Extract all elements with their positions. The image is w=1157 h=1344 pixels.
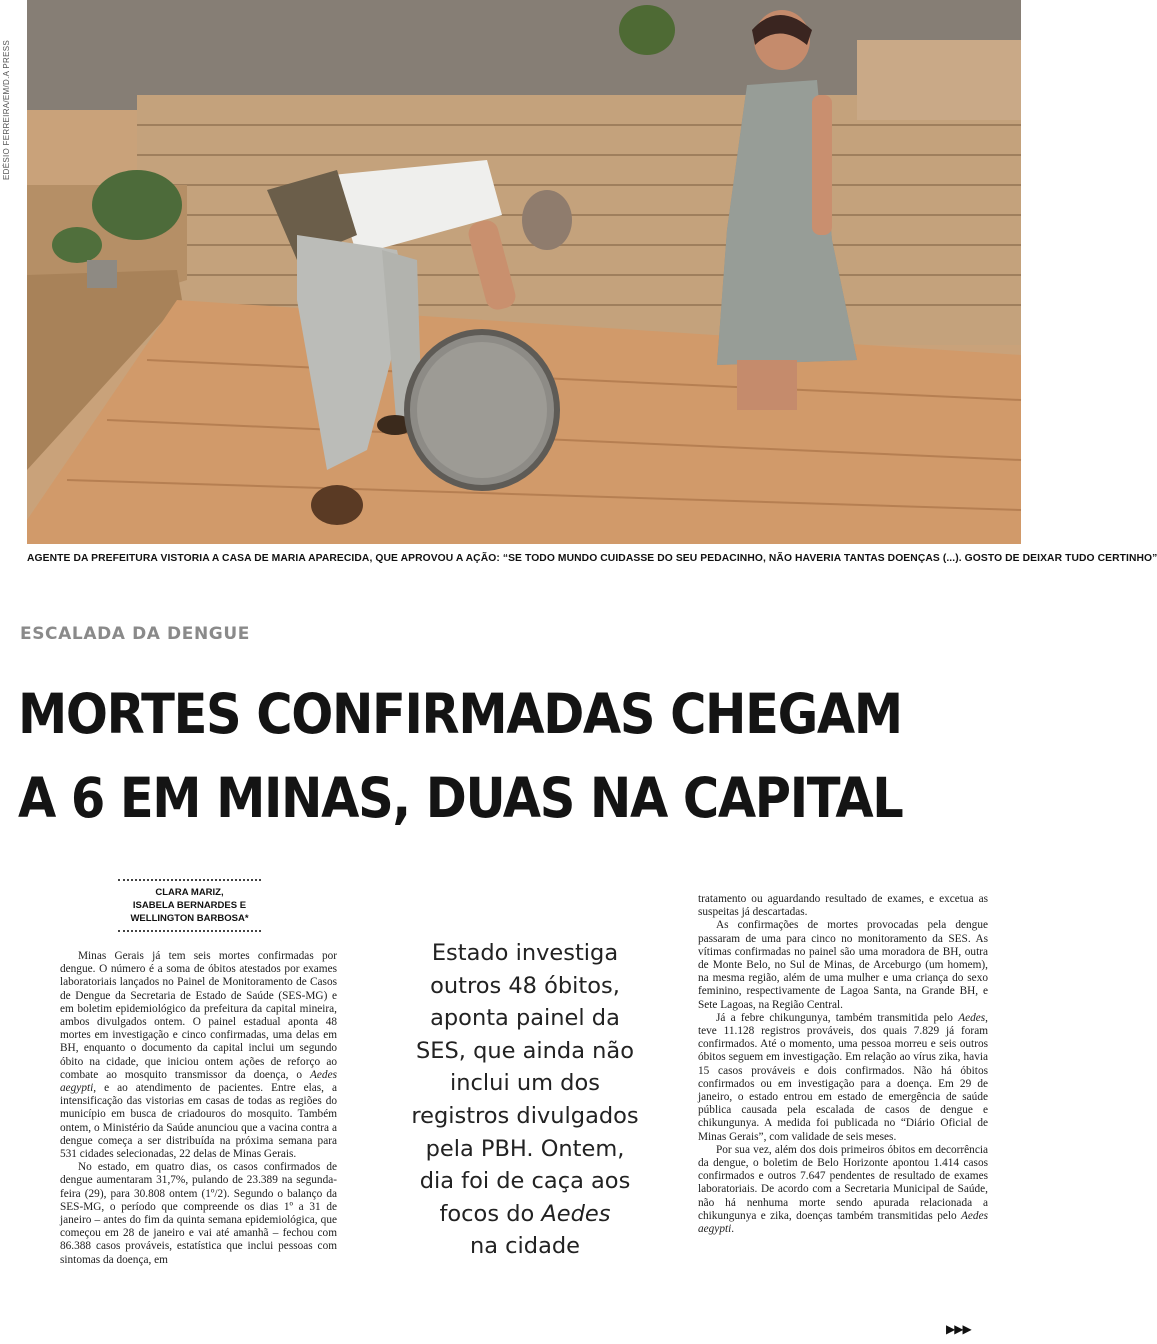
byline-author-2: ISABELA BERNARDES E xyxy=(132,900,247,911)
pull-quote-line: outros 48 óbitos, xyxy=(430,972,620,999)
paragraph: Minas Gerais já tem seis mortes confirmadas por dengue. O número é a soma de óbitos atestados por exames laboratoriais lançados no Painel de Monitoramento de Casos de Dengue da Secretaria de Estado de Saúde (SES-MG) e em boletim epidemiológico da prefeitura da capital mineira, ambos divulgados ontem. O painel estadual aponta 48 mortes em investigação e cinco confirmadas, uma delas em BH, enquanto o documento da capital inclui um segundo óbito na cidade, que iniciou ontem ações de reforço ao combate ao mosquito transmissor da doença, o Aedes aegypti, e ao atendimento de pacientes. Entre elas, a intensificação das vistorias em casas de todas as regiões do município em busca de criadouros do mosquito. Também ontem, o Ministério da Saúde anunciou que a vacina contra a dengue começa a ser distribuída na próxima semana para 531 cidades selecionadas, 22 delas de Minas Gerais. xyxy=(60,950,337,1161)
pull-quote-line: na cidade xyxy=(469,1233,581,1260)
paragraph: No estado, em quatro dias, os casos confirmados de dengue aumentaram 31,7%, pulando de 23.389 na segunda-feira (29), para 30.808 ontem (1º/2). Segundo o balanço da SES-MG, o período que compreende os dias 1º a 31 de janeiro – antes do fim da quinta semana epidemiológica, que começou em 28 de janeiro e vai até amanhã – fechou com 86.388 casos prováveis, estatística que inclui pessoas com sintomas da doença, em xyxy=(60,1161,337,1266)
continuation-arrows-icon: ▶▶▶ xyxy=(946,1322,971,1336)
paragraph: tratamento ou aguardando resultado de exames, e excetua as suspeitas já descartadas. xyxy=(698,893,988,919)
body-column-3 xyxy=(698,893,988,1236)
pull-quote-line: pela PBH. Ontem, xyxy=(425,1135,625,1162)
byline-author-3: WELLINGTON BARBOSA* xyxy=(130,913,249,924)
paragraph: Já a febre chikungunya, também transmitida pelo Aedes, teve 11.128 registros prováveis, dos quais 7.829 já foram confirmados. Até o momento, uma pessoa morreu e seis outros óbitos seguem em investigação. Em relação ao vírus zika, havia 15 casos prováveis e dois confirmados. Não há óbitos confirmados ou em investigação para a doença. Em 29 de janeiro, o estado entrou em estado de emergência de saúde pública causada pela escalada de casos de dengue e chikungunya. A medida foi publicada no “Diário Oficial de Minas Gerais”, com validade de seis meses. xyxy=(698,1011,988,1143)
section-kicker: ESCALADA DA DENGUE xyxy=(20,624,250,644)
pull-quote-line: Estado investiga xyxy=(431,940,619,966)
photo-credit: EDÉSIO FERREIRA/EM/D.A PRESS xyxy=(2,40,11,180)
photo-caption: AGENTE DA PREFEITURA VISTORIA A CASA DE MARIA APARECIDA, QUE APROVOU A AÇÃO: “SE TODO MUNDO CUIDASSE DO SEU PEDACINHO, NÃO HAVERIA TANTAS DOENÇAS (...). GOSTO DE DEIXAR TUDO CERTINHO” xyxy=(27,553,1157,564)
paragraph: Por sua vez, além dos dois primeiros óbitos em decorrência da dengue, o boletim de Belo Horizonte apontou 1.414 casos confirmados e outros 7.647 pendentes de resultado de exames laboratoriais. De acordo com a Secretaria Municipal de Saúde, não há nenhuma morte sendo apurada relacionada a chikungunya e zika, doenças também transmitidas pelo Aedes aegypti. xyxy=(698,1143,988,1236)
photo-illustration xyxy=(27,0,1021,544)
byline xyxy=(118,879,261,932)
pull-quote-line: inclui um dos xyxy=(450,1070,600,1097)
pull-quote xyxy=(382,937,668,1263)
pull-quote-line: aponta painel da xyxy=(430,1005,620,1032)
headline xyxy=(18,672,927,840)
article-photo xyxy=(27,0,1021,544)
paragraph: As confirmações de mortes provocadas pela dengue passaram de uma para cinco no monitoramento da SES. As vítimas confirmadas no painel são uma moradora de BH, outra de Monte Belo, no Sul de Minas, de Arceburgo (um homem), na mesma região, além de uma mulher e uma criança do sexo feminino, respectivamente de Lagoa Santa, na Grande BH, e Sete Lagoas, na Região Central. xyxy=(698,919,988,1011)
pull-quote-line: dia foi de caça aos xyxy=(419,1168,631,1195)
headline-line-2: A 6 EM MINAS, DUAS NA CAPITAL xyxy=(18,766,903,830)
headline-line-1: MORTES CONFIRMADAS CHEGAM xyxy=(18,682,902,746)
pull-quote-line: focos do Aedes xyxy=(439,1200,611,1227)
pull-quote-line: SES, que ainda não xyxy=(416,1037,634,1064)
pull-quote-line: registros divulgados xyxy=(411,1102,639,1129)
byline-author-1: CLARA MARIZ, xyxy=(155,887,224,898)
body-column-1 xyxy=(60,950,337,1267)
